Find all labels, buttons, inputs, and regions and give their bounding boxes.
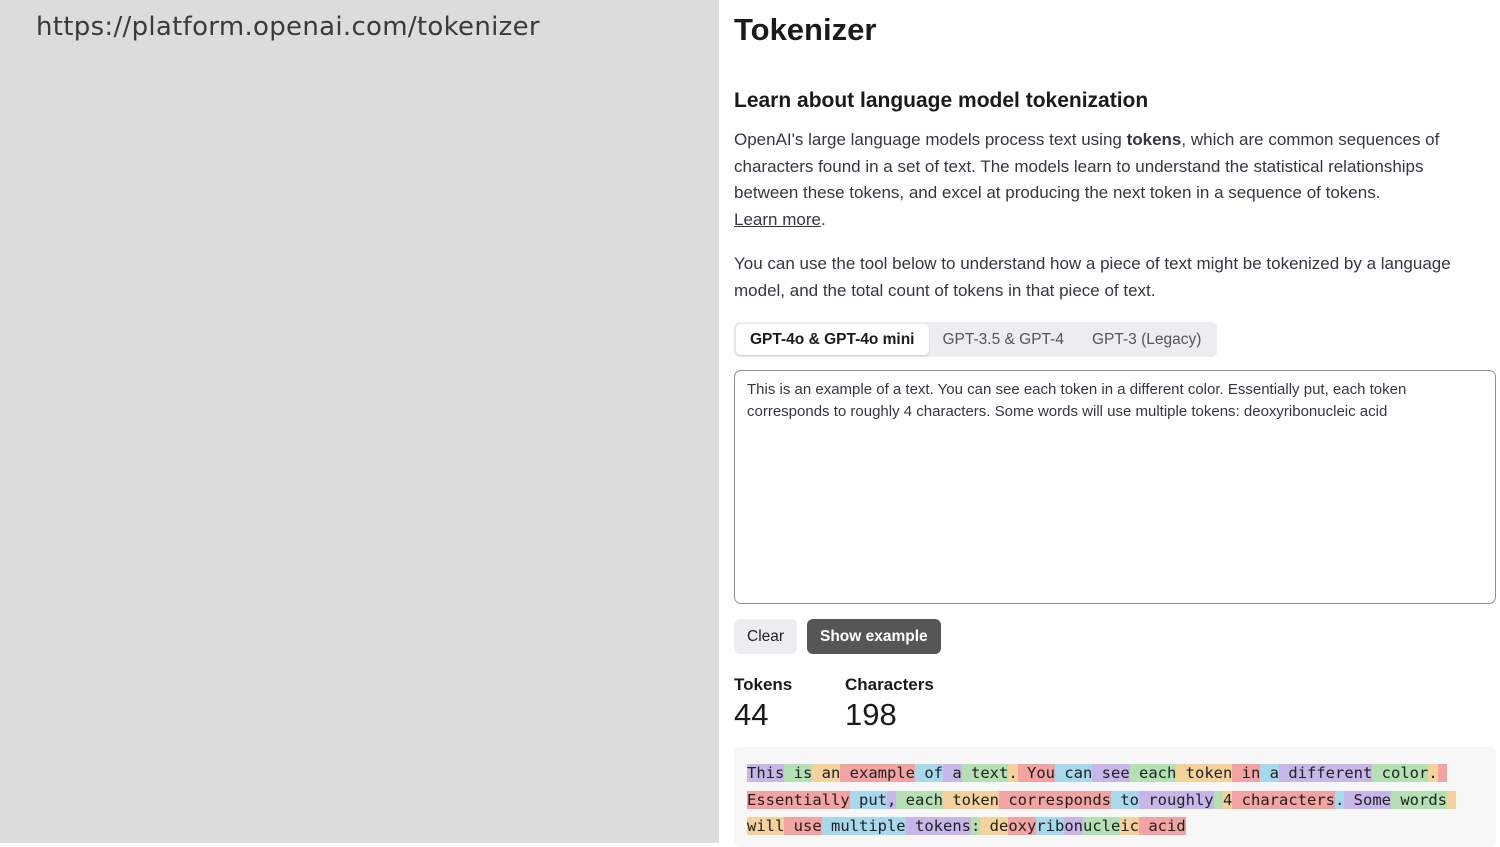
token: ucle (1083, 817, 1121, 835)
token: 4 (1222, 790, 1233, 809)
token: roughly (1138, 790, 1214, 809)
page-title: Tokenizer (734, 12, 877, 47)
show-example-button[interactable]: Show example (807, 619, 941, 654)
token: corresponds (999, 790, 1111, 809)
token: . (1428, 764, 1438, 782)
token: . (1008, 764, 1018, 782)
token: different (1279, 764, 1373, 782)
token: Some (1344, 790, 1391, 809)
token: oxy (1008, 817, 1037, 835)
token: will (747, 790, 1457, 835)
characters-label: Characters (845, 675, 934, 694)
token-count (734, 675, 792, 733)
token: ic (1120, 817, 1139, 835)
learn-more-suffix: . (820, 209, 826, 229)
token: . (1334, 790, 1345, 809)
tokens-value: 44 (734, 697, 769, 732)
intro-paragraph (734, 127, 1489, 233)
intro-bold-tokens: tokens (1126, 130, 1182, 149)
tokenized-output (734, 747, 1496, 847)
tab-gpt-3-legacy[interactable]: GPT-3 (Legacy) (1091, 331, 1202, 348)
tab-gpt-3-5-gpt-4[interactable]: GPT-3.5 & GPT-4 (942, 331, 1064, 348)
token (1214, 791, 1223, 809)
intro-text-end: , which are common sequences of characters found in a set of text. The models learn to understand the statistical relationships between these tokens, and excel at producing the next token in a sequence of tokens. (734, 130, 1440, 202)
text-input[interactable] (734, 370, 1496, 604)
token: on (1064, 817, 1083, 835)
token: multiple (821, 817, 906, 835)
token: put (849, 790, 887, 809)
token: to (1110, 790, 1139, 809)
token: an (812, 764, 841, 782)
token: token (943, 790, 999, 809)
clear-button[interactable]: Clear (734, 619, 797, 654)
token: a (1260, 764, 1279, 782)
token: You (1017, 764, 1055, 782)
token: is (784, 764, 813, 782)
token: example (840, 764, 915, 782)
tokenizer-panel (719, 0, 1500, 843)
token: characters (1232, 790, 1335, 809)
token: tokens (905, 817, 971, 835)
learn-more-link[interactable]: Learn more (734, 209, 821, 229)
browser-url-pane (0, 0, 719, 843)
token: see (1092, 764, 1130, 782)
character-count (845, 675, 934, 733)
token: in (1232, 764, 1261, 782)
token: token (1176, 764, 1233, 782)
token: a (942, 764, 962, 782)
token: words (1391, 790, 1447, 809)
token: color (1372, 764, 1429, 782)
tokens-label: Tokens (734, 675, 793, 694)
token: acid (1139, 817, 1186, 835)
characters-value: 198 (845, 697, 897, 732)
token: can (1055, 764, 1093, 782)
token: each (1129, 764, 1177, 782)
token: of (914, 764, 943, 782)
token: use (784, 817, 822, 835)
token: each (896, 790, 943, 809)
token: : (970, 817, 981, 835)
tool-description: You can use the tool below to understand how a piece of text might be tokenized by a language model, and the total count of tokens in that piece of text. (734, 254, 1451, 300)
token: de (980, 817, 1009, 835)
section-title: Learn about language model tokenization (734, 89, 1149, 112)
token: text (961, 764, 1009, 782)
intro-text-start: OpenAI's large language models process text using (734, 130, 1127, 149)
url-text: https://platform.openai.com/tokenizer (36, 12, 540, 42)
token: This (747, 764, 785, 782)
tab-gpt-4o[interactable]: GPT-4o & GPT-4o mini (736, 324, 929, 355)
token: rib (1036, 817, 1065, 835)
model-tabs (734, 322, 1217, 357)
token: , (886, 790, 897, 809)
token: Essentially (747, 764, 1448, 809)
